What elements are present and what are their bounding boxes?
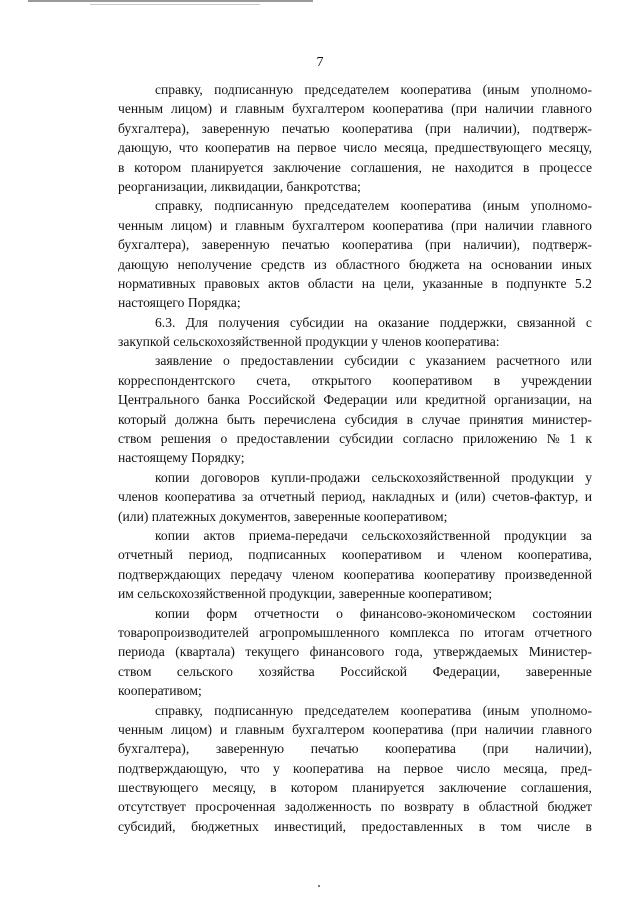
text-line: бухгалтера), заверенную печатью кооператива (при наличии), xyxy=(118,741,592,757)
text-line: отчетный период, подписанных кооперативом и членом кооператива, xyxy=(118,547,592,563)
text-line: корреспондентского счета, открытого кооперативом в учреждении xyxy=(118,372,592,388)
text-line: в котором планируется заключение соглашения, не находится в процессе xyxy=(118,159,592,175)
text-line: членов кооператива за отчетный период, накладных и (или) счетов-фактур, и xyxy=(118,489,592,505)
text-line: дающую, что кооператив на первое число месяца, предшествующего месяцу, xyxy=(118,140,592,156)
text-line: 6.3. Для получения субсидии на оказание поддержки, связанной с xyxy=(155,314,592,330)
text-line: ченным лицом) и главным бухгалтером кооператива (при наличии главного xyxy=(118,721,592,737)
text-line: бухгалтера), заверенную печатью кооператива (при наличии), подтверж- xyxy=(118,237,592,253)
text-line: субсидий, бюджетных инвестиций, предоставленных в том числе в xyxy=(118,818,592,834)
text-line: периода (квартала) текущего финансового года, утверждаемых Министер- xyxy=(118,644,592,660)
text-line: справку, подписанную председателем кооператива (иным уполномо- xyxy=(155,82,592,97)
text-line: ченным лицом) и главным бухгалтером кооператива (при наличии главного xyxy=(118,217,592,233)
header-rule xyxy=(28,0,313,2)
text-line: справку, подписанную председателем кооператива (иным уполномо- xyxy=(155,702,592,718)
text-line: настоящего Порядка; xyxy=(118,295,241,311)
text-line: товаропроизводителей агропромышленного комплекса по итогам отчетного xyxy=(118,624,592,640)
text-line: шествующего месяцу, в котором планируется заключение соглашения, xyxy=(118,780,592,796)
text-line: нормативных правовых актов области на цели, указанные в подпункте 5.2 xyxy=(118,275,592,291)
text-line: ством сельского хозяйства Российской Федерации, заверенные xyxy=(118,663,592,679)
text-line: им сельскохозяйственной продукции, заверенные кооперативом; xyxy=(118,586,493,602)
text-line: бухгалтера), заверенную печатью кооператива (при наличии), подтверж- xyxy=(118,120,592,136)
text-line: который должна быть перечислена субсидия в случае принятия министер- xyxy=(118,411,592,427)
text-line: копии актов приема-передачи сельскохозяйственной продукции за xyxy=(155,527,592,543)
text-line: закупкой сельскохозяйственной продукции у членов кооператива: xyxy=(118,334,500,350)
text-line: Центрального банка Российской Федерации или кредитной организации, на xyxy=(118,392,592,408)
text-line: реорганизации, ликвидации, банкротства; xyxy=(118,178,361,194)
text-line: заявление о предоставлении субсидии с указанием расчетного или xyxy=(155,353,592,369)
text-line: кооперативом; xyxy=(118,683,202,699)
text-line: подтверждающих передачу членом кооператива кооперативу произведенной xyxy=(118,566,592,582)
scan-dot xyxy=(318,885,320,887)
text-line: копии договоров купли-продажи сельскохозяйственной продукции у xyxy=(155,469,592,485)
text-line: справку, подписанную председателем кооператива (иным уполномо- xyxy=(155,198,592,214)
text-line: (или) платежных документов, заверенные кооперативом; xyxy=(118,508,448,524)
header-rule-secondary xyxy=(90,4,260,5)
text-line: ством решения о предоставлении субсидии согласно приложению № 1 к xyxy=(118,431,592,447)
text-line: отсутствует просроченная задолженность по возврату в областной бюджет xyxy=(118,799,592,815)
text-line: дающую неполучение средств из областного бюджета на основании иных xyxy=(118,256,592,272)
document-body xyxy=(118,80,592,836)
text-line: копии форм отчетности о финансово-экономическом состоянии xyxy=(155,605,592,621)
page-number: 7 xyxy=(316,55,324,70)
text-line: ченным лицом) и главным бухгалтером кооператива (при наличии главного xyxy=(118,101,592,117)
text-line: подтверждающую, что у кооператива на первое число месяца, пред- xyxy=(118,760,592,776)
text-line: настоящему Порядку; xyxy=(118,450,245,466)
